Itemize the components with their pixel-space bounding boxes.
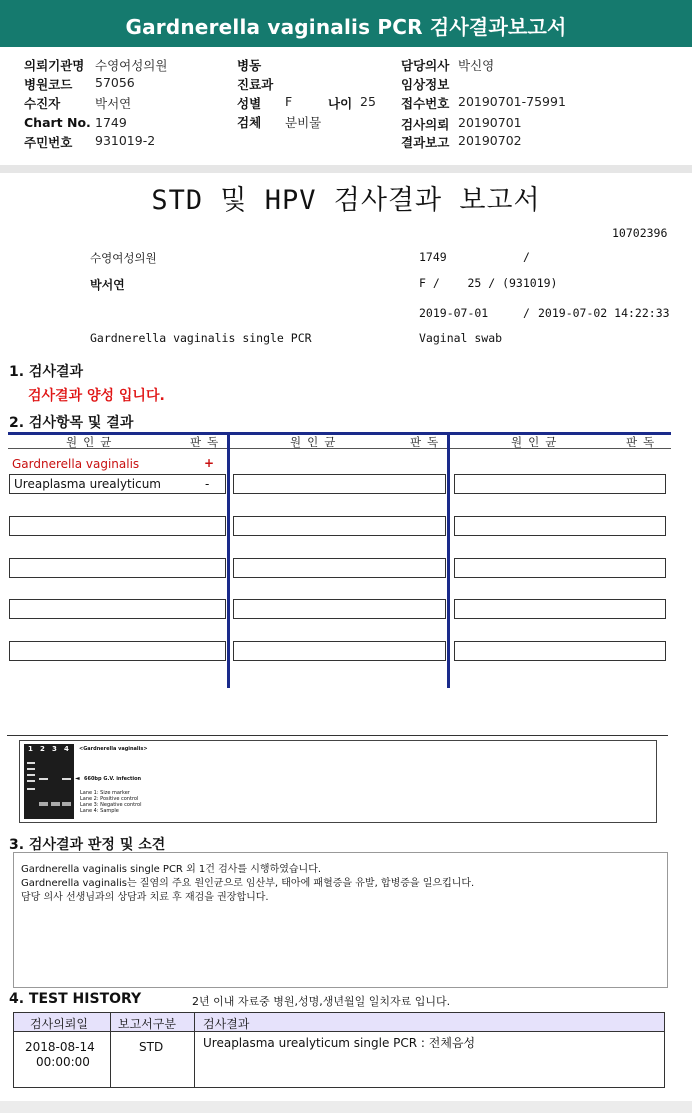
request-label: 검사의뢰: [401, 117, 450, 132]
gel-legend-item: Lane 4: Sample: [80, 808, 119, 814]
report-title: STD 및 HPV 검사결과 보고서: [151, 185, 541, 216]
lane-label: 2: [40, 745, 45, 753]
ward-label: 병동: [237, 58, 262, 73]
section-divider-line: [7, 735, 668, 736]
gel-arrow-icon: ◄: [75, 775, 80, 782]
gel-band: [39, 802, 48, 806]
history-time: 00:00:00: [36, 1055, 90, 1069]
column-header-judgement: 판독: [190, 435, 225, 449]
item-cell: [454, 641, 666, 661]
gel-band: [27, 788, 35, 790]
result-summary: 검사결과 양성 입니다.: [28, 388, 165, 404]
page-footer-strip: [0, 1101, 692, 1113]
opinion-line: 담당 의사 선생님과의 상담과 치료 후 재검을 권장합니다.: [21, 892, 269, 903]
item-judgement: -: [205, 477, 210, 491]
sex-label: 성별: [237, 96, 262, 111]
item-cell: [454, 558, 666, 578]
item-cell: [9, 516, 226, 536]
age-label: 나이: [328, 96, 353, 111]
item-cell: [9, 558, 226, 578]
column-header-organism: 원인균: [290, 435, 342, 449]
patient-info-block: [0, 47, 692, 165]
section-4-heading: 4. TEST HISTORY: [9, 991, 142, 1007]
report-chart-no: 1749: [419, 250, 447, 264]
request-value: 20190701: [458, 115, 522, 130]
receipt-value: 20190701-75991: [458, 94, 566, 109]
item-cell: [233, 516, 446, 536]
gel-band-label: 660bp G.V. infection: [84, 776, 142, 782]
gel-legend-item: Lane 3: Negative control: [80, 802, 142, 808]
report-date-label: 결과보고: [401, 135, 450, 150]
item-organism: Gardnerella vaginalis: [12, 457, 140, 471]
gel-band: [27, 780, 35, 782]
lane-label: 3: [52, 745, 57, 753]
section-1-heading: 1. 검사결과: [9, 364, 84, 380]
item-cell: [233, 558, 446, 578]
item-cell: [233, 599, 446, 619]
sex-value: F: [285, 94, 293, 109]
lane-label: 4: [64, 745, 69, 753]
gel-electrophoresis-image: [24, 744, 74, 819]
report-institution: 수영여성의원: [90, 251, 157, 265]
report-number: 10702396: [612, 226, 668, 240]
history-date: 2018-08-14: [25, 1040, 95, 1054]
item-cell: [454, 599, 666, 619]
column-header-organism: 원인균: [511, 435, 563, 449]
gel-band: [27, 774, 35, 776]
history-note: 2년 이내 자료중 병원,성명,생년월일 일치자료 입니다.: [192, 995, 451, 1008]
report-report-date: 2019-07-02 14:22:33: [538, 306, 670, 320]
patient-value: 박서연: [95, 96, 132, 111]
lane-label: 1: [28, 745, 33, 753]
hospital-code-label: 병원코드: [24, 77, 73, 92]
item-cell: [454, 516, 666, 536]
history-column-header: 보고서구분: [118, 1017, 176, 1031]
history-column-header: 검사의뢰일: [30, 1017, 88, 1031]
opinion-line: Gardnerella vaginalis는 질염의 주요 원인균으로 임산부, 태아에 패혈증을 유발, 합병증을 일으킵니다.: [21, 878, 475, 889]
institution-value: 수영여성의원: [95, 58, 168, 73]
receipt-label: 접수번호: [401, 96, 450, 111]
gel-band: [62, 802, 71, 806]
item-cell: [9, 641, 226, 661]
column-header-organism: 원인균: [66, 435, 118, 449]
column-header-judgement: 판독: [626, 435, 661, 449]
item-cell: [233, 641, 446, 661]
item-cell: [454, 474, 666, 494]
institution-label: 의뢰기관명: [24, 58, 85, 73]
gel-legend-item: Lane 1: Size marker: [80, 790, 130, 796]
report-chart-separator: /: [523, 250, 530, 264]
hospital-code-value: 57056: [95, 75, 135, 90]
gel-title: <Gardnerella vaginalis>: [79, 746, 148, 752]
doctor-value: 박신영: [458, 58, 495, 73]
items-column-separator: [447, 432, 450, 688]
report-test-name: Gardnerella vaginalis single PCR: [90, 331, 312, 345]
report-request-date: 2019-07-01: [419, 306, 489, 320]
section-2-heading: 2. 검사항목 및 결과: [9, 415, 134, 431]
clinical-label: 임상정보: [401, 77, 450, 92]
report-patient-name: 박서연: [90, 278, 125, 292]
item-cell: [233, 474, 446, 494]
chart-no-label: Chart No.: [24, 115, 91, 130]
report-sex-age: F / 25 / (931019): [419, 276, 558, 290]
history-column-separator: [194, 1012, 195, 1088]
gel-legend-item: Lane 2: Positive control: [80, 796, 139, 802]
report-specimen: Vaginal swab: [419, 331, 503, 345]
opinion-line: Gardnerella vaginalis single PCR 외 1건 검사를 시행하였습니다.: [21, 864, 322, 875]
specimen-value: 분비물: [285, 115, 322, 130]
dept-label: 진료과: [237, 77, 274, 92]
history-report-type: STD: [139, 1040, 164, 1054]
report-date-separator: /: [523, 306, 530, 320]
age-value: 25: [360, 94, 376, 109]
patient-label: 수진자: [24, 96, 61, 111]
history-column-header: 검사결과: [203, 1017, 250, 1031]
history-column-separator: [110, 1012, 111, 1088]
gel-band: [62, 778, 71, 780]
rrn-label: 주민번호: [24, 135, 73, 150]
report-header-bar: [0, 0, 692, 47]
history-table-header: [14, 1013, 664, 1032]
report-header-title: Gardnerella vaginalis PCR 검사결과보고서: [125, 15, 567, 39]
gel-band: [51, 802, 60, 806]
doctor-label: 담당의사: [401, 58, 450, 73]
report-date-value: 20190702: [458, 133, 522, 148]
item-cell: [9, 599, 226, 619]
gel-band: [27, 762, 35, 764]
section-3-heading: 3. 검사결과 판정 및 소견: [9, 837, 166, 853]
items-column-separator: [227, 432, 230, 688]
column-header-judgement: 판독: [410, 435, 445, 449]
section-divider: [0, 165, 692, 173]
gel-band: [39, 778, 48, 780]
rrn-value: 931019-2: [95, 133, 156, 148]
history-result: Ureaplasma urealyticum single PCR : 전체음성: [203, 1036, 476, 1050]
chart-no-value: 1749: [95, 115, 127, 130]
gel-band: [27, 768, 35, 770]
specimen-label: 검체: [237, 115, 262, 130]
item-judgement: +: [204, 456, 215, 470]
item-organism: Ureaplasma urealyticum: [14, 477, 161, 491]
